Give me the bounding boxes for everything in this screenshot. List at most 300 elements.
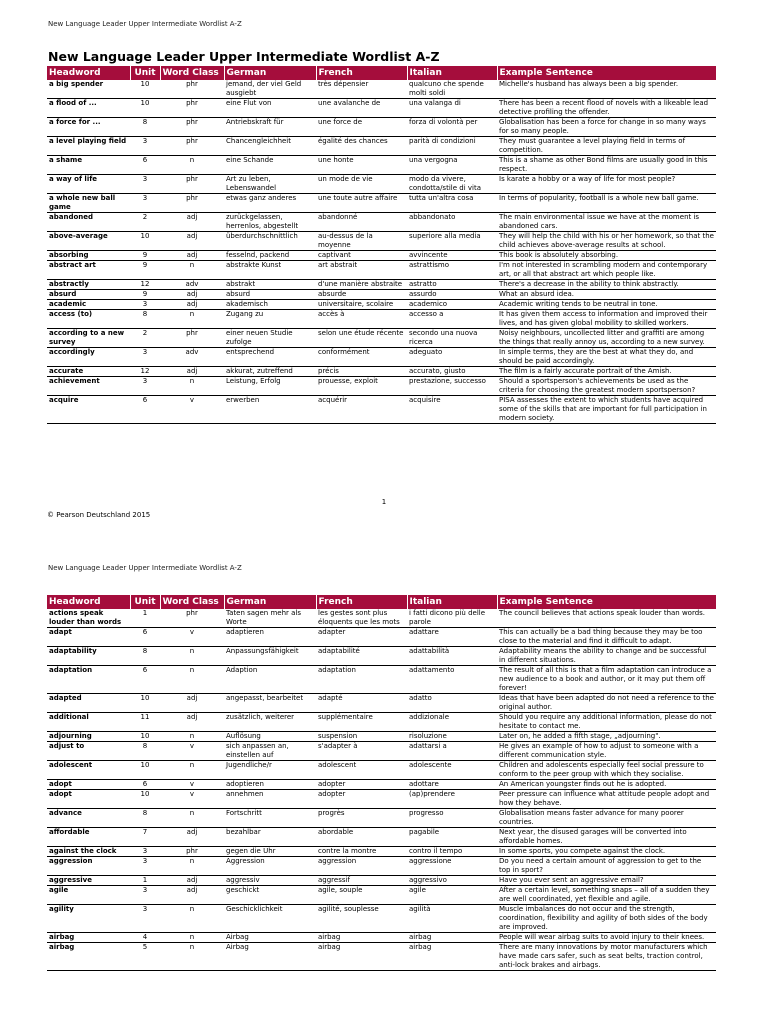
cell-word-class: phr — [160, 175, 224, 194]
table-row — [47, 713, 716, 732]
cell-unit: 10 — [130, 732, 160, 742]
cell-unit: 6 — [130, 780, 160, 790]
cell-italian: airbag — [407, 933, 497, 943]
cell-word-class: n — [160, 647, 224, 666]
cell-unit: 12 — [130, 280, 160, 290]
cell-german: geschickt — [224, 886, 316, 905]
cell-example-sentence: The film is a fairly accurate portrait of the Amish. — [497, 367, 716, 377]
cell-word-class: adj — [160, 886, 224, 905]
cell-german: Anpassungsfähigkeit — [224, 647, 316, 666]
cell-italian: (ap)prendere — [407, 790, 497, 809]
cell-french: abandonné — [316, 213, 407, 232]
cell-example-sentence: The main environmental issue we have at the moment is abandoned cars. — [497, 213, 716, 232]
cell-italian: contro il tempo — [407, 847, 497, 857]
cell-example-sentence: There has been a recent flood of novels with a likeable lead detective profiling the offender. — [497, 99, 716, 118]
cell-french: un mode de vie — [316, 175, 407, 194]
cell-word-class: v — [160, 396, 224, 424]
cell-unit: 10 — [130, 80, 160, 99]
cell-headword: abandoned — [47, 213, 130, 232]
cell-word-class: adj — [160, 300, 224, 310]
cell-unit: 3 — [130, 377, 160, 396]
cell-german: fesselnd, packend — [224, 251, 316, 261]
cell-word-class: n — [160, 377, 224, 396]
cell-german: Airbag — [224, 943, 316, 971]
cell-german: Antriebskraft für — [224, 118, 316, 137]
cell-french: une force de — [316, 118, 407, 137]
cell-word-class: v — [160, 780, 224, 790]
cell-italian: tutta un'altra cosa — [407, 194, 497, 213]
header-italian: Italian — [407, 595, 497, 609]
cell-french: art abstrait — [316, 261, 407, 280]
cell-french: aggressif — [316, 876, 407, 886]
cell-example-sentence: The result of all this is that a film adaptation can introduce a new audience to a book and author, or it may put them off forever! — [497, 666, 716, 694]
cell-unit: 10 — [130, 694, 160, 713]
cell-example-sentence: Globalisation means faster advance for many poorer countries. — [497, 809, 716, 828]
table-row — [47, 290, 716, 300]
cell-french: absurde — [316, 290, 407, 300]
table-row — [47, 886, 716, 905]
cell-french: adolescent — [316, 761, 407, 780]
header-unit: Unit — [130, 66, 160, 80]
cell-unit: 3 — [130, 194, 160, 213]
cell-word-class: adj — [160, 251, 224, 261]
cell-italian: una vergogna — [407, 156, 497, 175]
table-row — [47, 251, 716, 261]
table-row — [47, 609, 716, 628]
cell-italian: addizionale — [407, 713, 497, 732]
cell-word-class: adj — [160, 290, 224, 300]
cell-french: s'adapter à — [316, 742, 407, 761]
cell-example-sentence: After a certain level, something snaps – all of a sudden they are well coordinated, yet flexible and agile. — [497, 886, 716, 905]
cell-french: adopter — [316, 790, 407, 809]
table-row — [47, 329, 716, 348]
table-header-row — [47, 595, 716, 609]
cell-unit: 3 — [130, 348, 160, 367]
cell-example-sentence: Peer pressure can influence what attitude people adopt and how they behave. — [497, 790, 716, 809]
cell-unit: 8 — [130, 310, 160, 329]
cell-word-class: n — [160, 156, 224, 175]
cell-word-class: adj — [160, 694, 224, 713]
cell-word-class: adj — [160, 367, 224, 377]
header-example-sentence: Example Sentence — [497, 66, 716, 80]
table-row — [47, 732, 716, 742]
header-italian: Italian — [407, 66, 497, 80]
cell-example-sentence: Should you require any additional information, please do not hesitate to contact me. — [497, 713, 716, 732]
cell-example-sentence: I'm not interested in scrambling modern and contemporary art, or all that abstract art which people like. — [497, 261, 716, 280]
cell-headword: accurate — [47, 367, 130, 377]
cell-italian: astrattismo — [407, 261, 497, 280]
header-example-sentence: Example Sentence — [497, 595, 716, 609]
cell-example-sentence: It has given them access to information and improved their lives, and has given global mobility to skilled workers. — [497, 310, 716, 329]
header-german: German — [224, 66, 316, 80]
document-title: New Language Leader Upper Intermediate Wordlist A-Z — [48, 49, 440, 64]
cell-example-sentence: Children and adolescents especially feel social pressure to conform to the peer group with which they socialise. — [497, 761, 716, 780]
cell-french: égalité des chances — [316, 137, 407, 156]
cell-example-sentence: This book is absolutely absorbing. — [497, 251, 716, 261]
cell-unit: 6 — [130, 666, 160, 694]
cell-german: Geschicklichkeit — [224, 905, 316, 933]
cell-headword: access (to) — [47, 310, 130, 329]
cell-italian: assurdo — [407, 290, 497, 300]
table-row — [47, 828, 716, 847]
cell-french: adaptabilité — [316, 647, 407, 666]
cell-headword: abstract art — [47, 261, 130, 280]
cell-unit: 10 — [130, 761, 160, 780]
cell-french: très dépensier — [316, 80, 407, 99]
cell-german: eine Schande — [224, 156, 316, 175]
cell-german: Taten sagen mehr als Worte — [224, 609, 316, 628]
table-row — [47, 857, 716, 876]
table-row — [47, 847, 716, 857]
cell-french: agilité, souplesse — [316, 905, 407, 933]
cell-word-class: phr — [160, 80, 224, 99]
cell-word-class: n — [160, 943, 224, 971]
cell-word-class: n — [160, 261, 224, 280]
cell-headword: aggressive — [47, 876, 130, 886]
table-row — [47, 666, 716, 694]
cell-unit: 10 — [130, 99, 160, 118]
cell-french: une toute autre affaire — [316, 194, 407, 213]
cell-headword: aggression — [47, 857, 130, 876]
cell-italian: modo da vivere, condotta/stile di vita — [407, 175, 497, 194]
cell-french: acquérir — [316, 396, 407, 424]
table-row — [47, 280, 716, 290]
cell-headword: adopt — [47, 780, 130, 790]
cell-word-class: v — [160, 790, 224, 809]
table-row — [47, 761, 716, 780]
cell-word-class: adj — [160, 828, 224, 847]
cell-unit: 2 — [130, 329, 160, 348]
cell-example-sentence: Next year, the disused garages will be converted into affordable homes. — [497, 828, 716, 847]
cell-headword: a way of life — [47, 175, 130, 194]
cell-italian: progresso — [407, 809, 497, 828]
cell-word-class: phr — [160, 847, 224, 857]
cell-headword: absurd — [47, 290, 130, 300]
cell-german: Jugendliche/r — [224, 761, 316, 780]
cell-example-sentence: They must guarantee a level playing field in terms of competition. — [497, 137, 716, 156]
cell-german: entsprechend — [224, 348, 316, 367]
cell-example-sentence: In some sports, you compete against the clock. — [497, 847, 716, 857]
cell-german: Leistung, Erfolg — [224, 377, 316, 396]
cell-example-sentence: What an absurd idea. — [497, 290, 716, 300]
cell-italian: adolescente — [407, 761, 497, 780]
cell-french: supplémentaire — [316, 713, 407, 732]
wordlist-table — [47, 66, 716, 424]
cell-headword: adolescent — [47, 761, 130, 780]
cell-italian: adattamento — [407, 666, 497, 694]
header-headword: Headword — [47, 66, 130, 80]
table-row — [47, 80, 716, 99]
copyright-footer: © Pearson Deutschland 2015 — [47, 511, 151, 519]
cell-french: adapté — [316, 694, 407, 713]
wordlist-table — [47, 595, 716, 971]
cell-french: selon une étude récente — [316, 329, 407, 348]
table-row — [47, 396, 716, 424]
header-headword: Headword — [47, 595, 130, 609]
cell-italian: prestazione, successo — [407, 377, 497, 396]
header-french: French — [316, 595, 407, 609]
cell-german: akademisch — [224, 300, 316, 310]
cell-headword: adapt — [47, 628, 130, 647]
cell-french: airbag — [316, 933, 407, 943]
table-row — [47, 876, 716, 886]
cell-example-sentence: In terms of popularity, football is a whole new ball game. — [497, 194, 716, 213]
header-word-class: Word Class — [160, 66, 224, 80]
cell-french: adapter — [316, 628, 407, 647]
page-2 — [0, 556, 768, 1024]
cell-german: einer neuen Studie zufolge — [224, 329, 316, 348]
table-row — [47, 933, 716, 943]
cell-word-class: n — [160, 761, 224, 780]
cell-word-class: n — [160, 666, 224, 694]
cell-italian: airbag — [407, 943, 497, 971]
cell-example-sentence: Adaptability means the ability to change and be successful in different situations. — [497, 647, 716, 666]
cell-example-sentence: Muscle imbalances do not occur and the strength, coordination, flexibility and agility of both sides of the body are improved. — [497, 905, 716, 933]
cell-headword: affordable — [47, 828, 130, 847]
cell-unit: 12 — [130, 367, 160, 377]
cell-german: etwas ganz anderes — [224, 194, 316, 213]
cell-headword: adjust to — [47, 742, 130, 761]
cell-italian: forza di volontà per — [407, 118, 497, 137]
cell-headword: a level playing field — [47, 137, 130, 156]
table-row — [47, 156, 716, 175]
cell-word-class: n — [160, 905, 224, 933]
cell-headword: adjourning — [47, 732, 130, 742]
cell-german: gegen die Uhr — [224, 847, 316, 857]
cell-german: absurd — [224, 290, 316, 300]
cell-unit: 3 — [130, 300, 160, 310]
cell-german: Adaption — [224, 666, 316, 694]
cell-unit: 1 — [130, 609, 160, 628]
cell-german: Auflösung — [224, 732, 316, 742]
cell-headword: according to a new survey — [47, 329, 130, 348]
cell-word-class: phr — [160, 609, 224, 628]
cell-headword: agility — [47, 905, 130, 933]
cell-headword: adopt — [47, 790, 130, 809]
cell-german: adoptieren — [224, 780, 316, 790]
cell-italian: secondo una nuova ricerca — [407, 329, 497, 348]
table-row — [47, 809, 716, 828]
cell-example-sentence: Should a sportsperson's achievements be used as the criteria for choosing the greatest modern sportsperson? — [497, 377, 716, 396]
cell-italian: una valanga di — [407, 99, 497, 118]
cell-unit: 3 — [130, 905, 160, 933]
cell-unit: 6 — [130, 396, 160, 424]
cell-german: adaptieren — [224, 628, 316, 647]
cell-example-sentence: This is a shame as other Bond films are usually good in this respect. — [497, 156, 716, 175]
cell-italian: parità di condizioni — [407, 137, 497, 156]
table-row — [47, 790, 716, 809]
cell-headword: adaptability — [47, 647, 130, 666]
cell-word-class: n — [160, 809, 224, 828]
header-french: French — [316, 66, 407, 80]
cell-italian: academico — [407, 300, 497, 310]
page-number: 1 — [381, 498, 387, 506]
cell-german: abstrakte Kunst — [224, 261, 316, 280]
header-unit: Unit — [130, 595, 160, 609]
cell-italian: pagabile — [407, 828, 497, 847]
cell-example-sentence: Globalisation has been a force for change in so many ways for so many people. — [497, 118, 716, 137]
cell-word-class: phr — [160, 137, 224, 156]
cell-example-sentence: Later on, he added a fifth stage, „adjourning". — [497, 732, 716, 742]
cell-french: captivant — [316, 251, 407, 261]
table-row — [47, 175, 716, 194]
cell-german: bezahlbar — [224, 828, 316, 847]
cell-headword: actions speak louder than words — [47, 609, 130, 628]
cell-french: agile, souple — [316, 886, 407, 905]
table-row — [47, 137, 716, 156]
cell-german: abstrakt — [224, 280, 316, 290]
table-row — [47, 348, 716, 367]
running-header: New Language Leader Upper Intermediate Wordlist A-Z — [48, 564, 242, 572]
cell-word-class: adv — [160, 280, 224, 290]
cell-example-sentence: Michelle's husband has always been a big spender. — [497, 80, 716, 99]
cell-example-sentence: People will wear airbag suits to avoid injury to their knees. — [497, 933, 716, 943]
cell-unit: 2 — [130, 213, 160, 232]
cell-headword: absorbing — [47, 251, 130, 261]
table-row — [47, 213, 716, 232]
cell-german: jemand, der viel Geld ausgiebt — [224, 80, 316, 99]
cell-example-sentence: Is karate a hobby or a way of life for most people? — [497, 175, 716, 194]
cell-italian: accurato, giusto — [407, 367, 497, 377]
cell-unit: 6 — [130, 156, 160, 175]
cell-headword: a force for ... — [47, 118, 130, 137]
cell-headword: academic — [47, 300, 130, 310]
cell-italian: abbandonato — [407, 213, 497, 232]
cell-unit: 3 — [130, 886, 160, 905]
cell-italian: risoluzione — [407, 732, 497, 742]
cell-unit: 8 — [130, 742, 160, 761]
cell-word-class: adj — [160, 713, 224, 732]
cell-german: annehmen — [224, 790, 316, 809]
cell-french: contre la montre — [316, 847, 407, 857]
cell-german: Art zu leben, Lebenswandel — [224, 175, 316, 194]
cell-german: eine Flut von — [224, 99, 316, 118]
cell-word-class: phr — [160, 118, 224, 137]
cell-headword: airbag — [47, 943, 130, 971]
cell-example-sentence: They will help the child with his or her homework, so that the child achieves above-average results at school. — [497, 232, 716, 251]
cell-german: zurückgelassen, herrenlos, abgestellt — [224, 213, 316, 232]
cell-italian: acquisire — [407, 396, 497, 424]
cell-headword: against the clock — [47, 847, 130, 857]
table-row — [47, 300, 716, 310]
cell-word-class: adj — [160, 232, 224, 251]
cell-word-class: adv — [160, 348, 224, 367]
cell-headword: acquire — [47, 396, 130, 424]
cell-french: prouesse, exploit — [316, 377, 407, 396]
table-row — [47, 310, 716, 329]
cell-headword: abstractly — [47, 280, 130, 290]
cell-unit: 8 — [130, 118, 160, 137]
cell-headword: achievement — [47, 377, 130, 396]
cell-example-sentence: Do you need a certain amount of aggression to get to the top in sport? — [497, 857, 716, 876]
cell-french: d'une manière abstraite — [316, 280, 407, 290]
cell-italian: astratto — [407, 280, 497, 290]
cell-french: accès à — [316, 310, 407, 329]
cell-headword: a big spender — [47, 80, 130, 99]
table-row — [47, 261, 716, 280]
running-header: New Language Leader Upper Intermediate Wordlist A-Z — [48, 20, 242, 28]
cell-example-sentence: In simple terms, they are the best at what they do, and should be paid accordingly. — [497, 348, 716, 367]
table-row — [47, 628, 716, 647]
cell-unit: 1 — [130, 876, 160, 886]
cell-headword: a whole new ball game — [47, 194, 130, 213]
cell-unit: 8 — [130, 809, 160, 828]
cell-german: zusätzlich, weiterer — [224, 713, 316, 732]
cell-italian: accesso a — [407, 310, 497, 329]
table-header-row — [47, 66, 716, 80]
cell-unit: 10 — [130, 790, 160, 809]
cell-headword: accordingly — [47, 348, 130, 367]
table-body — [47, 80, 716, 424]
cell-italian: adattabilità — [407, 647, 497, 666]
cell-italian: i fatti dicono più delle parole — [407, 609, 497, 628]
cell-example-sentence: Ideas that have been adapted do not need a reference to the original author. — [497, 694, 716, 713]
cell-german: Chancengleichheit — [224, 137, 316, 156]
cell-headword: a shame — [47, 156, 130, 175]
cell-german: aggressiv — [224, 876, 316, 886]
cell-word-class: n — [160, 310, 224, 329]
cell-italian: adattare — [407, 628, 497, 647]
cell-unit: 11 — [130, 713, 160, 732]
cell-italian: agile — [407, 886, 497, 905]
cell-word-class: n — [160, 933, 224, 943]
cell-word-class: phr — [160, 329, 224, 348]
cell-unit: 8 — [130, 647, 160, 666]
cell-german: Zugang zu — [224, 310, 316, 329]
cell-unit: 3 — [130, 847, 160, 857]
table-row — [47, 377, 716, 396]
table-body — [47, 609, 716, 971]
cell-headword: additional — [47, 713, 130, 732]
cell-italian: adattarsi a — [407, 742, 497, 761]
cell-italian: avvincente — [407, 251, 497, 261]
table-row — [47, 194, 716, 213]
cell-french: une honte — [316, 156, 407, 175]
cell-example-sentence: There are many innovations by motor manufacturers which have made cars safer, such as seat belts, traction control, anti-lock brakes and airbags. — [497, 943, 716, 971]
header-word-class: Word Class — [160, 595, 224, 609]
cell-example-sentence: PISA assesses the extent to which students have acquired some of the skills that are important for full participation in modern society. — [497, 396, 716, 424]
cell-italian: qualcuno che spende molti soldi — [407, 80, 497, 99]
cell-italian: adottare — [407, 780, 497, 790]
cell-italian: aggressivo — [407, 876, 497, 886]
cell-headword: agile — [47, 886, 130, 905]
cell-french: aggression — [316, 857, 407, 876]
cell-german: sich anpassen an, einstellen auf — [224, 742, 316, 761]
cell-word-class: adj — [160, 213, 224, 232]
cell-word-class: n — [160, 857, 224, 876]
cell-unit: 3 — [130, 857, 160, 876]
cell-german: überdurchschnittlich — [224, 232, 316, 251]
cell-example-sentence: Noisy neighbours, uncollected litter and graffiti are among the things that really annoy us, according to a new survey. — [497, 329, 716, 348]
cell-unit: 9 — [130, 251, 160, 261]
cell-example-sentence: There's a decrease in the ability to think abstractly. — [497, 280, 716, 290]
cell-german: Fortschritt — [224, 809, 316, 828]
cell-french: adaptation — [316, 666, 407, 694]
cell-french: abordable — [316, 828, 407, 847]
cell-example-sentence: The council believes that actions speak louder than words. — [497, 609, 716, 628]
cell-german: Airbag — [224, 933, 316, 943]
cell-italian: adatto — [407, 694, 497, 713]
table-row — [47, 367, 716, 377]
cell-example-sentence: An American youngster finds out he is adopted. — [497, 780, 716, 790]
cell-italian: aggressione — [407, 857, 497, 876]
cell-unit: 3 — [130, 175, 160, 194]
cell-word-class: adj — [160, 876, 224, 886]
cell-word-class: v — [160, 742, 224, 761]
cell-unit: 9 — [130, 261, 160, 280]
cell-unit: 5 — [130, 943, 160, 971]
table-row — [47, 943, 716, 971]
